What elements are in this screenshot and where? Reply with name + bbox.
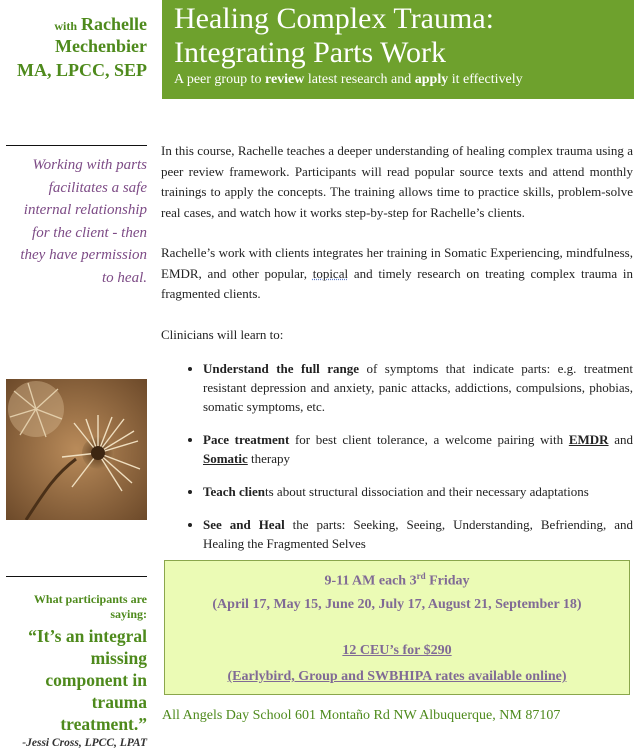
testimonial-heading: What participants are saying:: [33, 592, 147, 621]
title-banner: [162, 0, 634, 99]
subtitle-text: latest research and: [304, 72, 415, 87]
sidebar-quote: Working with parts facilitates a safe internal relationship for the client - then they have permission to heal.: [20, 157, 147, 286]
schedule-dates: (April 17, May 15, June 20, July 17, August 21, September 18): [212, 597, 582, 612]
list-item-text: the parts: Seeking, Seeing, Understanding, Befriending, and Healing the Fragmented Selves: [203, 517, 633, 551]
presenter-first-name: Rachelle: [81, 14, 147, 34]
venue-address: All Angels Day School 601 Montaño Rd NW Albuquerque, NM 87107: [162, 708, 561, 723]
title-line-1: Healing Complex Trauma:: [174, 2, 494, 35]
schedule-time-text: 9-11 AM each 3: [324, 573, 417, 589]
paragraph-text: Rachelle’s work with clients integrates her training in Somatic Experiencing, mindfulness, EMDR, and other popular,: [161, 245, 633, 281]
thistle-photo: [6, 379, 147, 520]
list-item-lead: Pace treatment: [203, 432, 290, 447]
list-item: [203, 359, 633, 416]
schedule-time: [165, 571, 629, 590]
somatic-term: Somatic: [203, 451, 248, 466]
course-description: [161, 141, 633, 567]
page-subtitle: [174, 72, 523, 88]
divider-rule: [6, 576, 147, 577]
list-item-lead: See and Heal: [203, 517, 285, 532]
presenter-block: [4, 14, 147, 82]
presenter-with: with: [54, 19, 78, 33]
divider-rule: [6, 145, 147, 146]
schedule-time-text: Friday: [425, 573, 470, 589]
subtitle-emphasis: review: [264, 72, 305, 87]
testimonial-quote: “It’s an integral missing component in trauma treatment.”: [28, 626, 147, 734]
list-item-lead: Understand the full range: [203, 361, 360, 376]
list-item: [203, 515, 633, 553]
presenter-last-name: Mechenbier: [55, 36, 147, 56]
emdr-term: EMDR: [568, 432, 609, 447]
list-item-text: for best client tolerance, a welcome pairing with: [289, 432, 569, 447]
list-item: [203, 482, 633, 501]
schedule-price: 12 CEU’s for $290: [342, 643, 452, 658]
title-line-2: Integrating Parts Work: [174, 36, 446, 69]
testimonial-block: [6, 592, 147, 749]
list-item-text: ts about structural dissociation and their necessary adaptations: [265, 484, 589, 499]
list-item-text: of symptoms that indicate parts: e.g. treatment resistant depression and anxiety, panic attacks, addictions, compulsions, phobias, somatic symptoms, etc.: [203, 361, 633, 414]
learning-objectives-list: [161, 359, 633, 553]
list-item-lead: Teach clien: [203, 484, 265, 499]
list-item: [203, 430, 633, 468]
presenter-credentials: MA, LPCC, SEP: [17, 60, 147, 80]
page-title: [174, 2, 494, 70]
subtitle-text: A peer group to: [174, 72, 265, 87]
topical-word: topical: [312, 265, 349, 281]
approach-paragraph: [161, 243, 633, 305]
schedule-box: [164, 560, 630, 695]
subtitle-emphasis: apply: [414, 72, 449, 87]
list-item-text: therapy: [247, 451, 291, 466]
subtitle-text: it effectively: [448, 72, 523, 87]
paragraph-text: and timely research on treating complex trauma in fragmented clients.: [161, 265, 633, 301]
learn-intro: Clinicians will learn to:: [161, 326, 284, 342]
intro-paragraph: In this course, Rachelle teaches a deeper understanding of healing complex trauma using a peer review framework. Participants will read popular source texts and attend monthly trainings to apply the concepts. The training allows time to practice skills, problem-solve real cases, and watch how it works step-by-step for Rachelle’s clients.: [161, 143, 633, 220]
list-item-text: and: [608, 432, 633, 447]
testimonial-attribution: -Jessi Cross, LPCC, LPAT: [22, 737, 147, 749]
schedule-rates: (Earlybird, Group and SWBHIPA rates available online): [227, 669, 567, 684]
schedule-time-sup: rd: [416, 571, 426, 581]
